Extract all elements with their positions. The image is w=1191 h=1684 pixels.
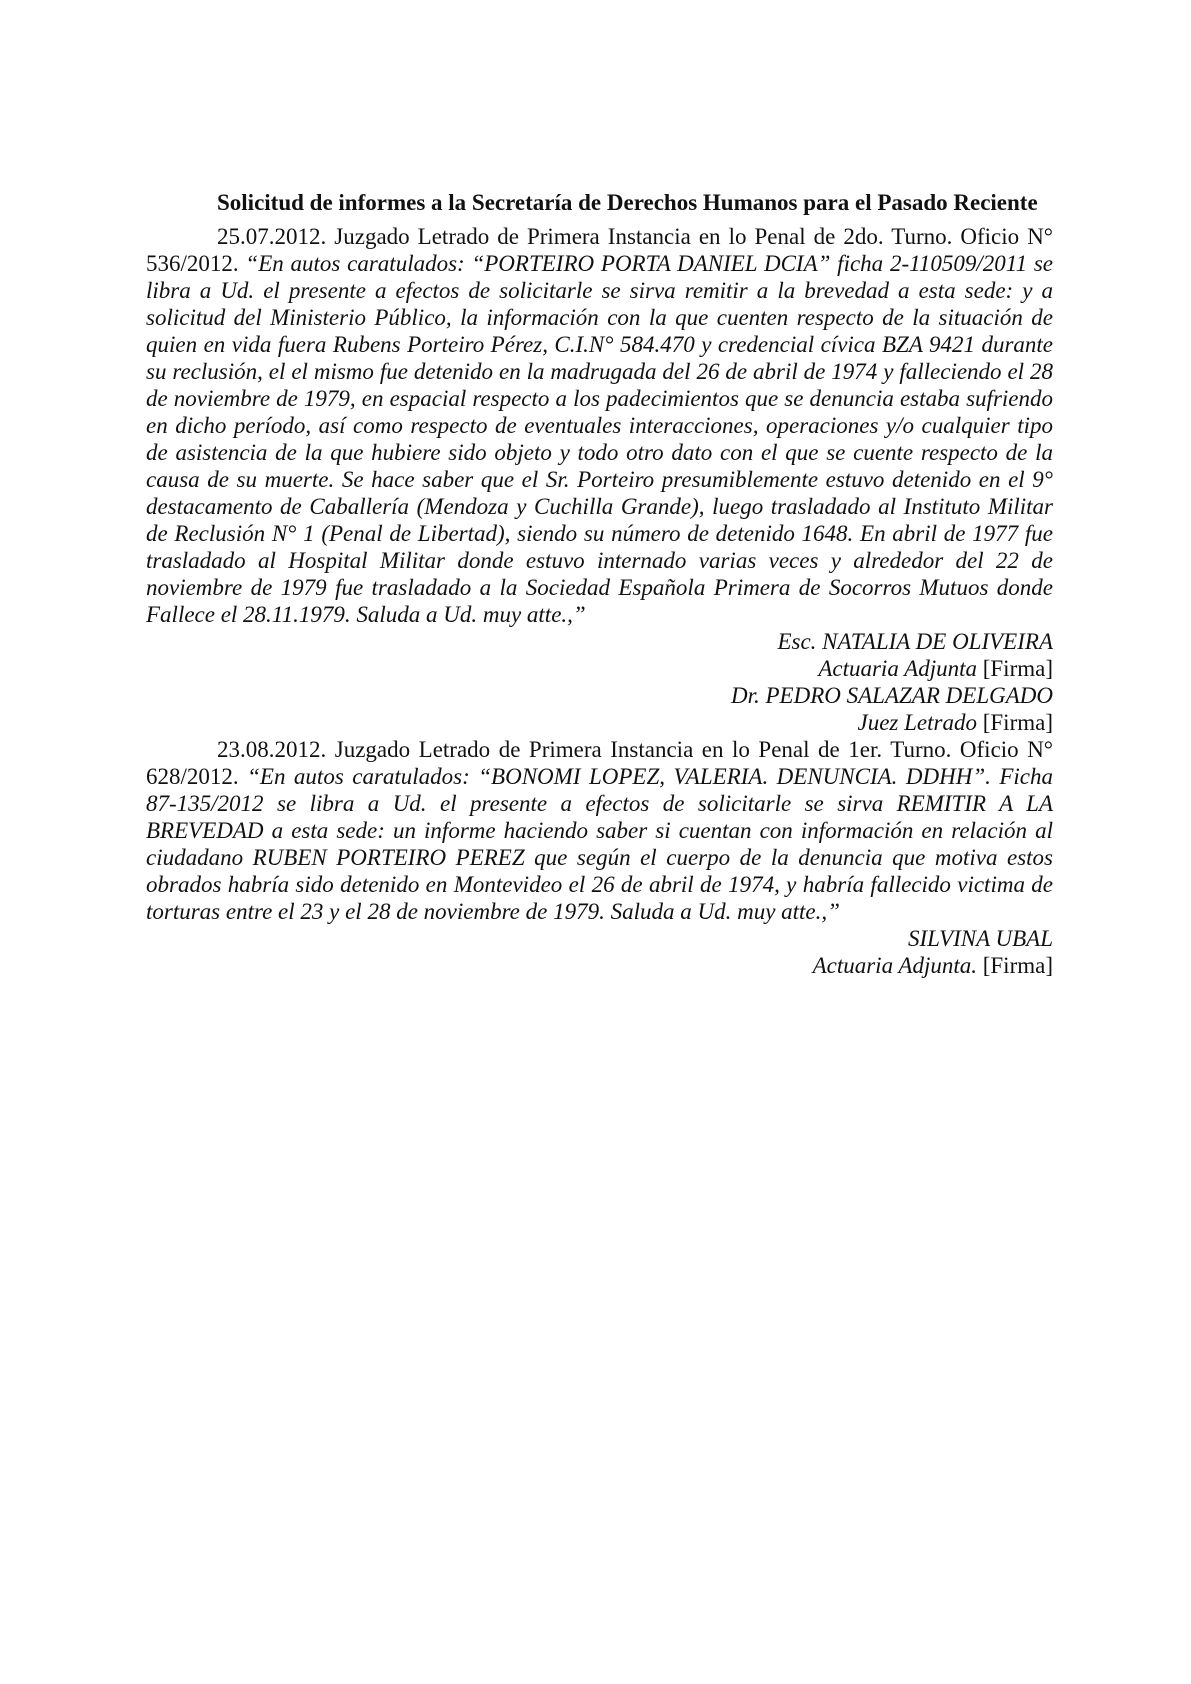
signature-mark: [Firma]: [976, 710, 1053, 735]
signature-role: Juez Letrado [Firma]: [857, 710, 1053, 735]
signature-mark: [Firma]: [976, 953, 1053, 978]
signature-name: Esc. NATALIA DE OLIVEIRA: [777, 629, 1053, 654]
signature-role: Actuaria Adjunta. [Firma]: [812, 953, 1053, 978]
entry-lead: 23.08.2012. Juzgado Letrado de Primera Instancia en lo Penal de 1er. Turno. Oficio N° 628/2012.: [146, 737, 1053, 789]
document-page: [146, 183, 1053, 979]
document-heading: Solicitud de informes a la Secretaría de Derechos Humanos para el Pasado Reciente: [217, 190, 1038, 215]
entry-body: “En autos caratulados: “BONOMI LOPEZ, VALERIA. DENUNCIA. DDHH”. Ficha 87-135/2012 se libra a Ud. el presente a efectos de solicitarle se sirva REMITIR A LA BREVEDAD a esta sede: un informe haciendo saber si cuentan con información en relación al ciudadano RUBEN PORTEIRO PEREZ que según el cuerpo de la denuncia que motiva estos obrados habría sido detenido en Montevideo el 26 de abril de 1974, y habría fallecido victima de torturas entre el 23 y el 28 de noviembre de 1979. Saluda a Ud. muy atte.,”: [146, 764, 1054, 924]
entry-paragraph-2: [146, 736, 1053, 925]
signature-mark: [Firma]: [976, 656, 1053, 681]
entry-lead: 25.07.2012. Juzgado Letrado de Primera Instancia en lo Penal de 2do. Turno. Oficio N° 536/2012.: [146, 224, 1053, 276]
entry-paragraph-1: [146, 223, 1053, 628]
entry-body: “En autos caratulados: “PORTEIRO PORTA DANIEL DCIA” ficha 2-110509/2011 se libra a Ud. el presente a efectos de solicitarle se sirva remitir a la brevedad a esta sede: y a solicitud del Ministerio Público, la información con la que cuenten respecto de la situación de quien en vida fuera Rubens Porteiro Pérez, C.I.N° 584.470 y credencial cívica BZA 9421 durante su reclusión, el el mismo fue detenido en la madrugada del 26 de abril de 1974 y falleciendo el 28 de noviembre de 1979, en espacial respecto a los padecimientos que se denuncia estaba sufriendo en dicho período, así como respecto de eventuales interacciones, operaciones y/o cualquier tipo de asistencia de la que hubiere sido objeto y todo otro dato con el que se cuente respecto de la causa de su muerte. Se hace saber que el Sr. Porteiro presumiblemente estuvo detenido en el 9° destacamento de Caballería (Mendoza y Cuchilla Grande), luego trasladado al Instituto Militar de Reclusión N° 1 (Penal de Libertad), siendo su número de detenido 1648. En abril de 1977 fue trasladado al Hospital Militar donde estuvo internado varias veces y alrededor del 22 de noviembre de 1979 fue trasladado a la Sociedad Española Primera de Socorros Mutuos donde Fallece el 28.11.1979. Saluda a Ud. muy atte.,”: [146, 251, 1054, 627]
signature-role: Actuaria Adjunta [Firma]: [818, 656, 1053, 681]
signature-name: Dr. PEDRO SALAZAR DELGADO: [731, 683, 1053, 708]
signature-name: SILVINA UBAL: [907, 926, 1053, 951]
